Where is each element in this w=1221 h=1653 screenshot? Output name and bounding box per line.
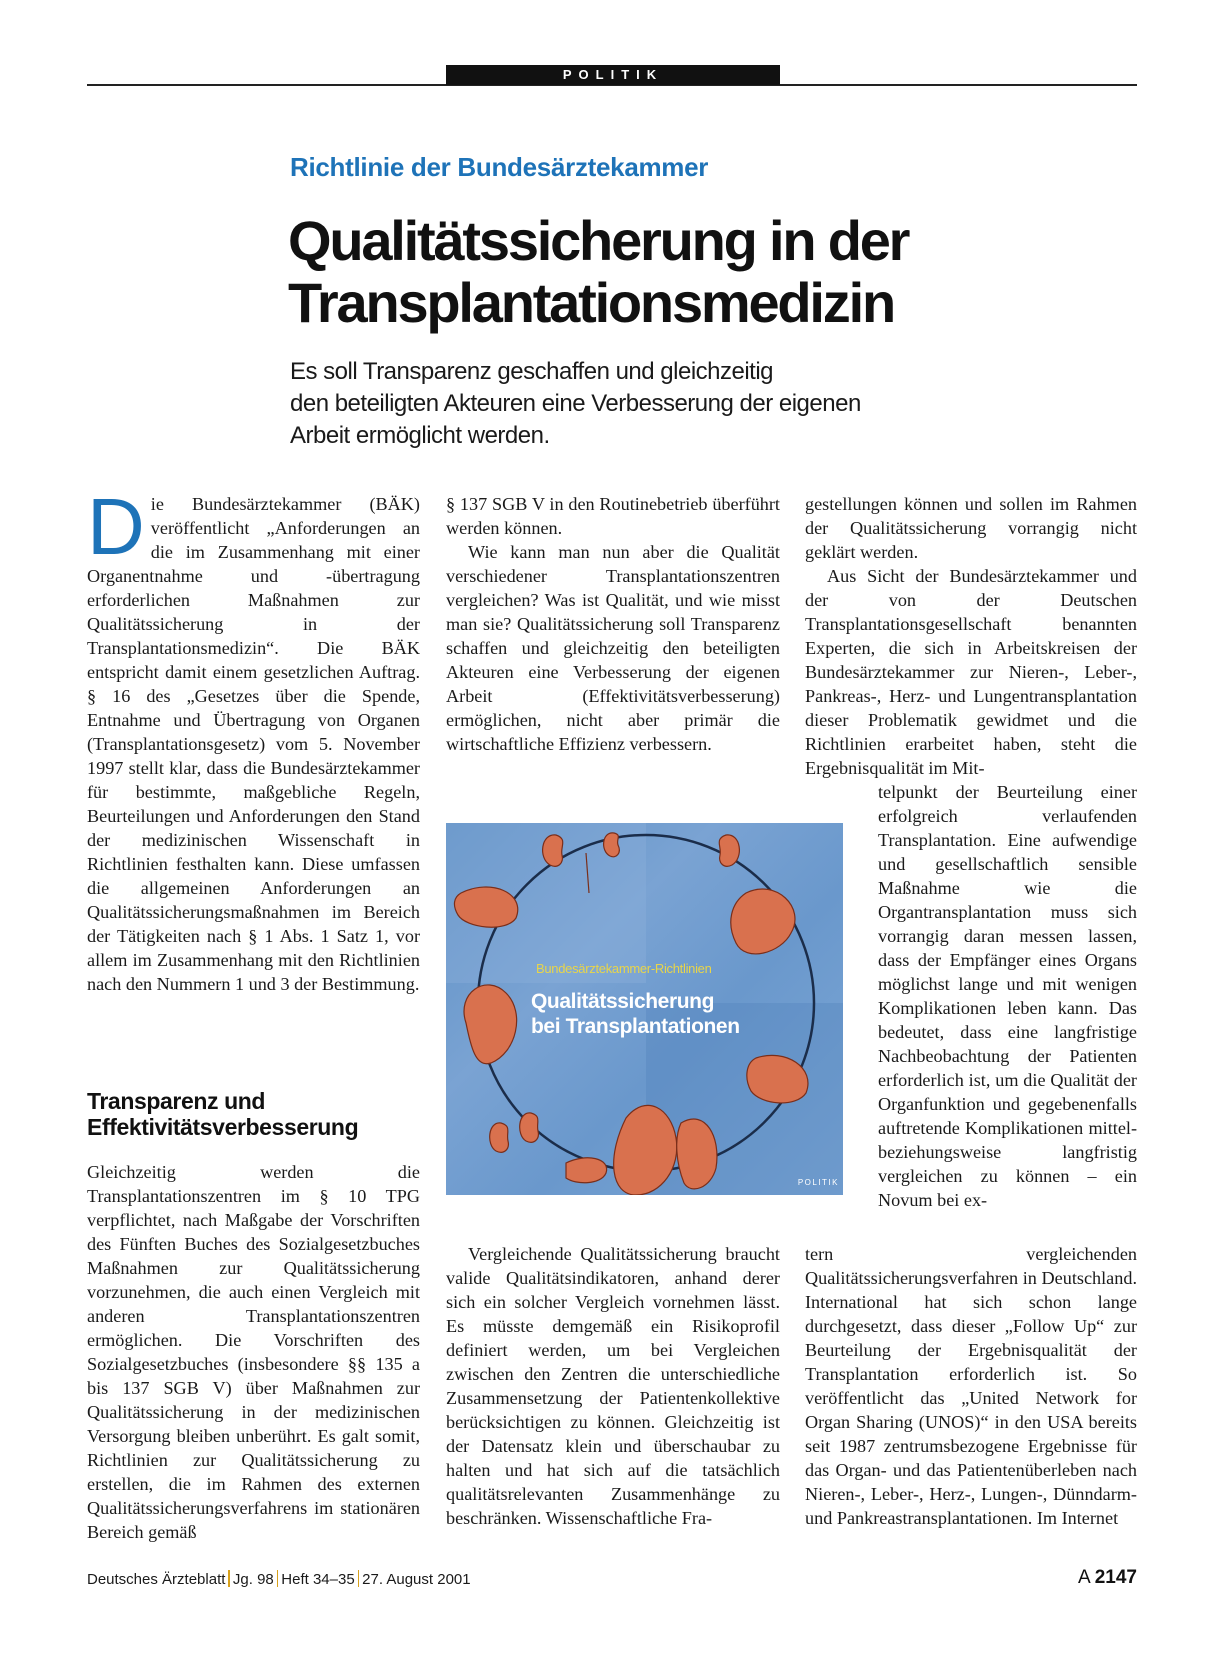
headline bbox=[288, 210, 1088, 334]
footer-separator bbox=[358, 1570, 360, 1587]
paragraph: Aus Sicht der Bundesärztekammer und der von der Deutschen Transplantationsgesellschaft benannten Experten, die sich in Arbeitskreisen der Bundesärztekammer zur Nieren-, Leber-, Pankreas-, Herz- und Lungentransplantation dieser Problematik gewidmet und die Richtlinien erarbeitet haben, steht die Ergebnisqualität im Mit- bbox=[805, 566, 1137, 778]
column-3 bbox=[805, 492, 1137, 780]
paragraph: § 137 SGB V in den Routinebetrieb überführt werden können. bbox=[446, 494, 780, 538]
dropcap: D bbox=[87, 482, 145, 571]
teaser bbox=[290, 356, 970, 452]
figure-title-line-1: Qualitätssicherung bbox=[531, 990, 715, 1013]
footer-separator bbox=[228, 1570, 230, 1587]
column-1-lower bbox=[87, 1160, 420, 1544]
paragraph: Wie kann man nun aber die Qualität verschiedener Transplantationszentren vergleichen? Was ist Qualität, und wie misst man sie? Qualitätssicherung soll Transparenz schaffen und gleichzeitig den beteiligten Akteuren eine Verbesserung der eigenen Arbeit (Effektivitätsverbesserung) ermöglichen, nicht aber primär die wirtschaftliche Effizienz verbessern. bbox=[446, 542, 780, 754]
column-2-lower bbox=[446, 1242, 780, 1530]
subhead bbox=[87, 1088, 420, 1140]
figure-title-line-2: bei Transplantationen bbox=[531, 1015, 740, 1038]
paragraph: Gleichzeitig werden die Transplantationszentren im § 10 TPG verpflichtet, nach Maßgabe der Vorschriften des Fünften Buches des Sozialgesetzbuches Maßnahmen zur Qualitätssicherung vorzunehmen, die auch einen Vergleich mit anderen Transplantationszentren ermöglichen. Die Vorschriften des Sozialgesetzbuches (insbesondere §§ 135 a bis 137 SGB V) über Maßnahmen zur Qualitätssicherung in der medizinischen Versorgung bleiben unberührt. Es galt somit, Richtlinien zur Qualitätssicherung zu erstellen, die im Rahmen des externen Qualitätssicherungsverfahrens im stationären Bereich gemäß bbox=[87, 1162, 420, 1542]
paragraph: tern vergleichenden Qualitätssicherungsverfahren in Deutschland. International hat sich schon lange durchgesetzt, dass dieser „Follow Up“ zur Beurteilung der Ergebnisqualität der Transplantation erforderlich ist. So veröffentlicht das „United Network for Organ Sharing (UNOS)“ in den USA bereits seit 1987 zentrumsbezogene Ergebnisse für das Organ- und das Patientenüberleben nach Nieren-, Leber-, Herz-, Lungen-, Dünndarm- und Pankreastransplantationen. Im Internet bbox=[805, 1244, 1137, 1528]
footer-issue: Heft 34–35 bbox=[281, 1571, 355, 1588]
page-number-value: 2147 bbox=[1094, 1567, 1137, 1588]
paragraph: Vergleichende Qualitätssicherung braucht valide Qualitätsindikatoren, anhand derer sich ein solcher Vergleich vornehmen lässt. Es müsste demgemäß ein Risikoprofil definiert werden, um bei Vergleichen zwischen den Zentren die unterschiedliche Zusammensetzung der Patientenkollektive berücksichtigen zu können. Gleichzeitig ist der Datensatz klein und überschaubar zu halten und hat sich auf die tatsächlich qualitätsrelevanten Zusammenhänge zu beschränken. Wissenschaftliche Fra- bbox=[446, 1244, 780, 1528]
paragraph-intro bbox=[87, 482, 420, 996]
section-label: POLITIK bbox=[446, 65, 780, 85]
column-3-lower bbox=[805, 1242, 1137, 1530]
intro-text: ie Bundesärztekammer (BÄK) veröffentlicht „Anforderungen an die im Zusammenhang mit einer Organentnahme und -übertragung erforderlichen Maßnahmen zur Qualitätssicherung in der Transplantationsmedizin“. Die BÄK entspricht damit einem gesetzlichen Auftrag. § 16 des „Gesetzes über die Spende, Entnahme und Übertragung von Organen (Transplantationsgesetz) vom 5. November 1997 stellt klar, dass die Bundesärztekammer für bestimmte, maßgebliche Regeln, Beurteilungen und Anforderungen den Stand der medizinischen Wissenschaft in Richtlinien festhalten kann. Diese umfassen die allgemeinen Anforderungen an Qualitätssicherungsmaßnahmen im Bereich der Tätigkeiten nach § 1 Abs. 1 Satz 1, vor allem im Zusammenhang mit den Richtlinien nach den Nummern 1 und 3 der Bestimmung. bbox=[87, 494, 420, 994]
column-3-wrap bbox=[878, 780, 1137, 1212]
kicker: Richtlinie der Bundesärztekammer bbox=[290, 152, 709, 182]
teaser-line-2: den beteiligten Akteuren eine Verbesserung der eigenen bbox=[290, 390, 861, 417]
footer-volume: Jg. 98 bbox=[232, 1571, 274, 1588]
page-number bbox=[1078, 1567, 1137, 1589]
page-prefix: A bbox=[1078, 1567, 1091, 1588]
paragraph: gestellungen können und sollen im Rahmen der Qualitätssicherung vorrangig nicht geklärt werden. bbox=[805, 494, 1137, 562]
footer-journal: Deutsches Ärzteblatt bbox=[87, 1571, 226, 1588]
subhead-line-1: Transparenz und bbox=[87, 1088, 266, 1114]
figure-title bbox=[531, 989, 771, 1039]
headline-line-1: Qualitätssicherung in der bbox=[288, 209, 909, 272]
column-2 bbox=[446, 492, 780, 756]
teaser-line-3: Arbeit ermöglicht werden. bbox=[290, 422, 550, 449]
headline-line-2: Transplantationsmedizin bbox=[288, 271, 894, 334]
teaser-line-1: Es soll Transparenz geschaffen und gleichzeitig bbox=[290, 358, 774, 385]
column-1 bbox=[87, 482, 420, 996]
paragraph: telpunkt der Beurteilung einer erfolgreich verlaufenden Transplantation. Eine aufwendige und gesellschaftlich sensible Maßnahme wie die Organtransplantation muss sich vorrangig daran messen lassen, dass der Empfänger eines Organs möglichst lange und mit wenigen Komplikationen leben kann. Das bedeutet, dass eine langfristige Nachbeobachtung der Patienten erforderlich ist, um die Qualität der Organfunktion und gegebenenfalls auftretende Komplikationen mittel- beziehungsweise langfristig vergleichen zu können – ein Novum bei ex- bbox=[878, 782, 1137, 1210]
footer-date: 27. August 2001 bbox=[362, 1571, 471, 1588]
footer-separator bbox=[277, 1570, 279, 1587]
subhead-line-2: Effektivitätsverbesserung bbox=[87, 1114, 359, 1140]
cover-image bbox=[446, 823, 843, 1195]
figure-top-line: Bundesärztekammer-Richtlinien bbox=[536, 961, 712, 976]
footer bbox=[87, 1570, 471, 1588]
figure-corner-label: POLITIK bbox=[797, 1178, 839, 1187]
